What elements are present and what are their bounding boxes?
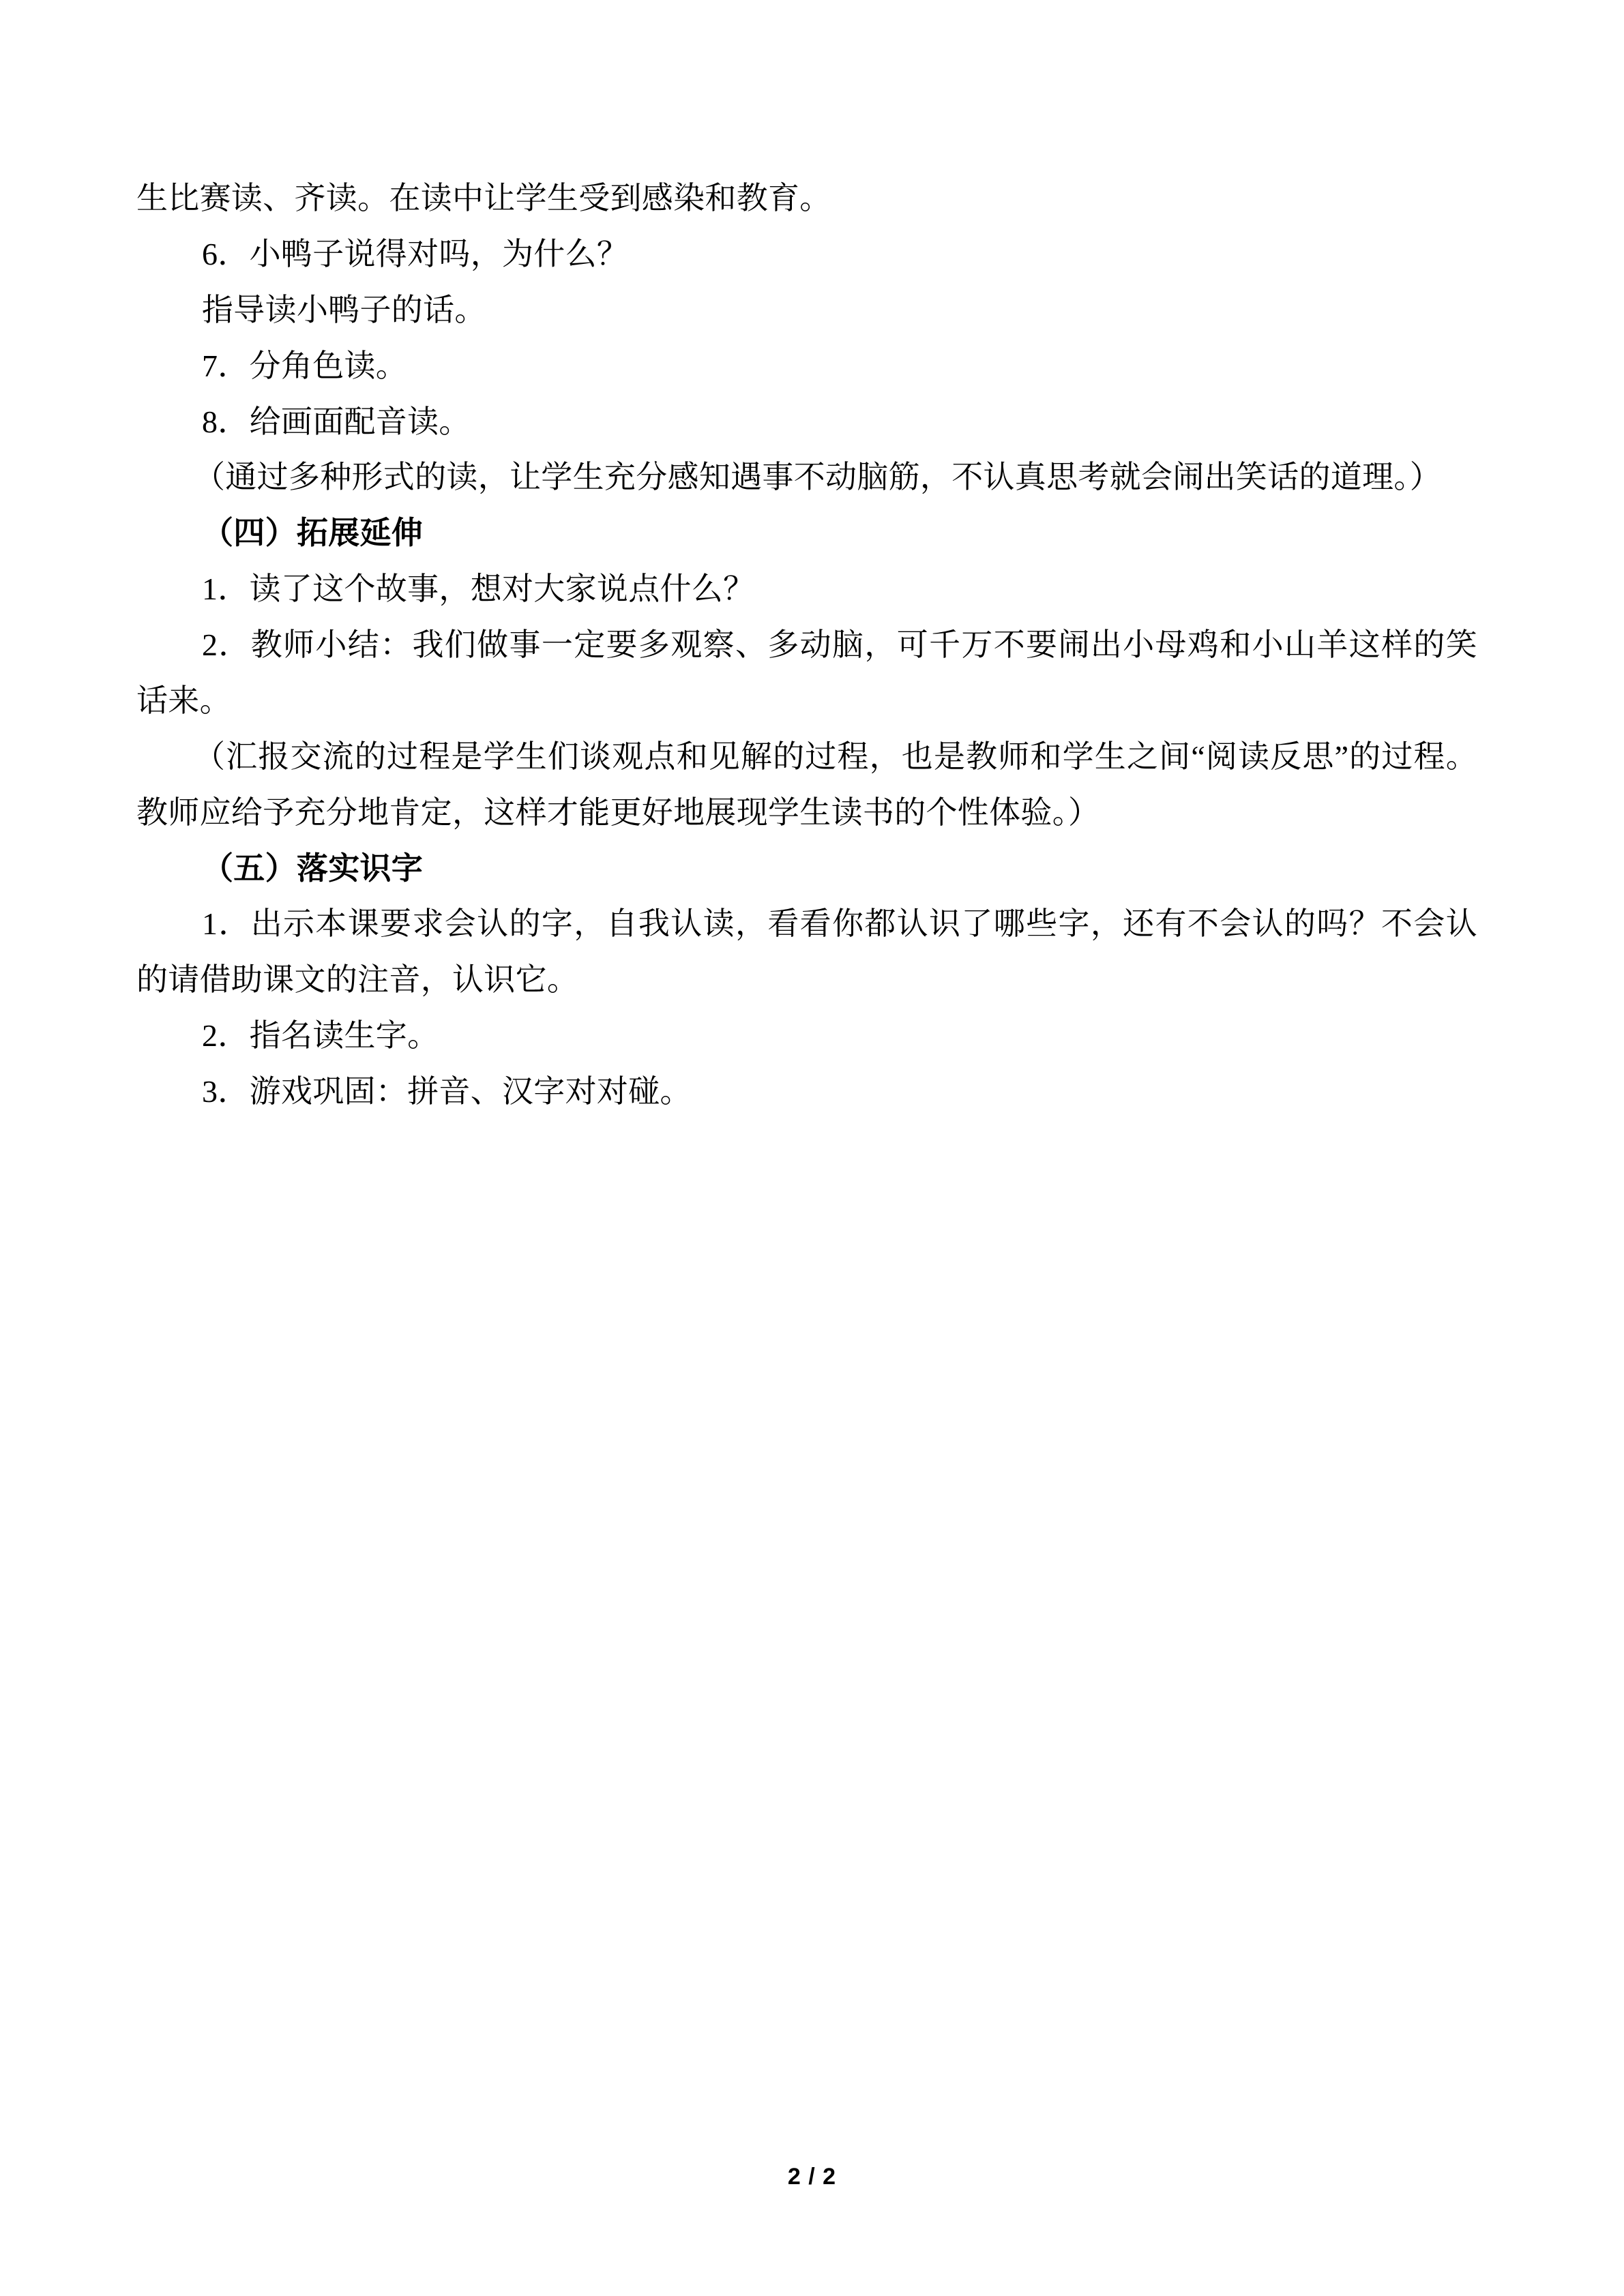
note-paragraph: （通过多种形式的读，让学生充分感知遇事不动脑筋，不认真思考就会闹出笑话的道理。） — [194, 460, 1441, 495]
list-item: 1．读了这个故事，想对大家说点什么？ — [202, 571, 755, 607]
paragraph-text: 指导读小鸭子的话。 — [202, 292, 486, 327]
list-item: 3．游戏巩固：拼音、汉字对对碰。 — [202, 1074, 692, 1109]
note-paragraph: （汇报交流的过程是学生们谈观点和见解的过程，也是教师和学生之间“阅读反思”的过程。教师应给予充分地肯定，这样才能更好地展现学生读书的个性体验。） — [136, 739, 1477, 830]
list-item: 1．出示本课要求会认的字，自我认读，看看你都认识了哪些字，还有不会认的吗？不会认的请借助课文的注音，认识它。 — [136, 906, 1477, 998]
list-item: 8．给画面配音读。 — [202, 404, 471, 439]
page-footer: 2 / 2 — [787, 2164, 837, 2190]
list-item: 7．分角色读。 — [202, 348, 408, 383]
section-heading: （五）落实识字 — [202, 850, 424, 886]
list-item: 6．小鸭子说得对吗，为什么？ — [202, 236, 629, 271]
document-body — [136, 170, 1477, 1120]
section-heading: （四）拓展延伸 — [202, 516, 424, 551]
list-item: 2．教师小结：我们做事一定要多观察、多动脑，可千万不要闹出小母鸡和小山羊这样的笑话来。 — [136, 627, 1477, 718]
list-item: 2．指名读生字。 — [202, 1018, 439, 1054]
paragraph-text: 生比赛读、齐读。在读中让学生受到感染和教育。 — [136, 181, 831, 215]
